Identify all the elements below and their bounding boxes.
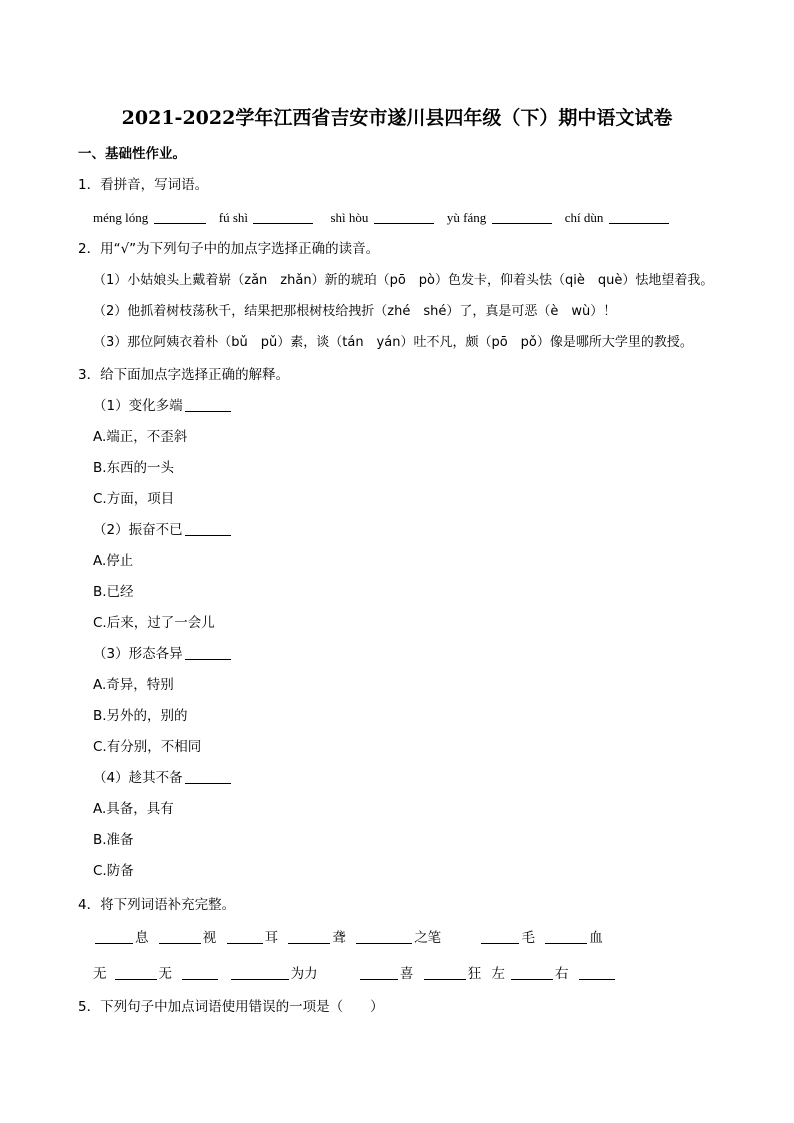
idiom-char: 之笔 — [414, 930, 442, 946]
idiom-char: 为力 — [290, 966, 318, 982]
question-1-pinyin-row — [93, 209, 669, 227]
answer-blank[interactable] — [185, 521, 231, 536]
answer-blank[interactable] — [360, 965, 398, 980]
question-3-group-1-head — [93, 397, 233, 415]
group-head-text: （4）趁其不备 — [93, 770, 183, 786]
pinyin-5: chí dùn — [564, 210, 604, 225]
question-4-stem: 4．将下列词语补充完整。 — [78, 897, 236, 913]
idiom-char: 喜 — [399, 966, 414, 982]
group-head-text: （2）振奋不已 — [93, 522, 183, 538]
idiom-char: 狂 — [467, 966, 482, 982]
idiom-char: 左 — [491, 966, 505, 982]
group-head-text: （1）变化多端 — [93, 398, 183, 414]
option: A.奇异，特别 — [93, 677, 174, 693]
option: C.防备 — [93, 863, 134, 879]
answer-blank[interactable] — [159, 929, 201, 944]
answer-blank[interactable] — [185, 397, 231, 412]
answer-blank[interactable] — [185, 769, 231, 784]
question-3-stem: 3．给下面加点字选择正确的解释。 — [78, 367, 290, 383]
answer-blank[interactable] — [424, 965, 466, 980]
option: C.方面，项目 — [93, 491, 175, 507]
answer-blank[interactable] — [609, 209, 669, 224]
idiom-char: 耳 — [264, 930, 279, 946]
question-2-stem: 2．用“√”为下列句子中的加点字选择正确的读音。 — [78, 241, 380, 257]
idiom-char: 聋 — [332, 930, 346, 946]
answer-blank[interactable] — [288, 929, 330, 944]
section-heading: 一、基础性作业。 — [78, 146, 186, 162]
answer-blank[interactable] — [95, 929, 133, 944]
pinyin-3: shì hòu — [330, 210, 369, 225]
answer-blank[interactable] — [253, 209, 313, 224]
idiom-char: 毛 — [521, 930, 535, 946]
answer-blank[interactable] — [182, 965, 218, 980]
option: B.另外的，别的 — [93, 708, 188, 724]
answer-blank[interactable] — [545, 929, 587, 944]
answer-blank[interactable] — [154, 209, 206, 224]
answer-blank[interactable] — [492, 209, 552, 224]
question-1-stem: 1．看拼音，写词语。 — [78, 177, 209, 193]
idiom-char: 息 — [135, 930, 149, 946]
question-3-group-4-head — [93, 769, 233, 787]
answer-blank[interactable] — [481, 929, 519, 944]
option: B.已经 — [93, 584, 134, 600]
answer-blank[interactable] — [374, 209, 434, 224]
idiom-row-1 — [93, 929, 603, 947]
question-3-group-3-head — [93, 645, 233, 663]
idiom-row-2 — [93, 965, 617, 983]
option: B.准备 — [93, 832, 134, 848]
question-2-item-3: （3）那位阿姨衣着朴（bǔ pǔ）素，谈（tán yán）吐不凡，颇（pō pǒ）像是哪所大学里的教授。 — [93, 335, 693, 350]
idiom-char: 无 — [158, 966, 172, 982]
option: B.东西的一头 — [93, 460, 175, 476]
question-3-group-2-head — [93, 521, 233, 539]
answer-blank[interactable] — [115, 965, 157, 980]
answer-blank[interactable] — [231, 965, 289, 980]
idiom-char: 血 — [589, 930, 603, 946]
question-2-item-2: （2）他抓着树枝荡秋千，结果把那根树枝给拽折（zhé shé）了，真是可恶（è wù）！ — [93, 304, 617, 319]
option: A.具备，具有 — [93, 801, 174, 817]
pinyin-1: méng lóng — [93, 210, 149, 225]
page-title: 2021-2022学年江西省吉安市遂川县四年级（下）期中语文试卷 — [121, 107, 673, 129]
idiom-char: 无 — [93, 966, 107, 982]
pinyin-2: fú shì — [218, 210, 248, 225]
question-2-item-1: （1）小姑娘头上戴着崭（zǎn zhǎn）新的琥珀（pō pò）色发卡，仰着头怯（qiè què）怯地望着我。 — [93, 273, 714, 288]
answer-blank[interactable] — [356, 929, 412, 944]
answer-blank[interactable] — [185, 645, 231, 660]
answer-blank[interactable] — [511, 965, 553, 980]
option: A.端正，不歪斜 — [93, 429, 188, 445]
pinyin-4: yù fáng — [446, 210, 487, 225]
option: C.后来，过了一会儿 — [93, 615, 215, 631]
idiom-char: 右 — [554, 966, 569, 982]
answer-blank[interactable] — [579, 965, 615, 980]
idiom-char: 视 — [202, 930, 217, 946]
option: A.停止 — [93, 553, 134, 569]
group-head-text: （3）形态各异 — [93, 646, 183, 662]
answer-blank[interactable] — [227, 929, 263, 944]
question-5-stem: 5．下列句子中加点词语使用错误的一项是（ ） — [78, 999, 384, 1015]
option: C.有分别，不相同 — [93, 739, 202, 755]
